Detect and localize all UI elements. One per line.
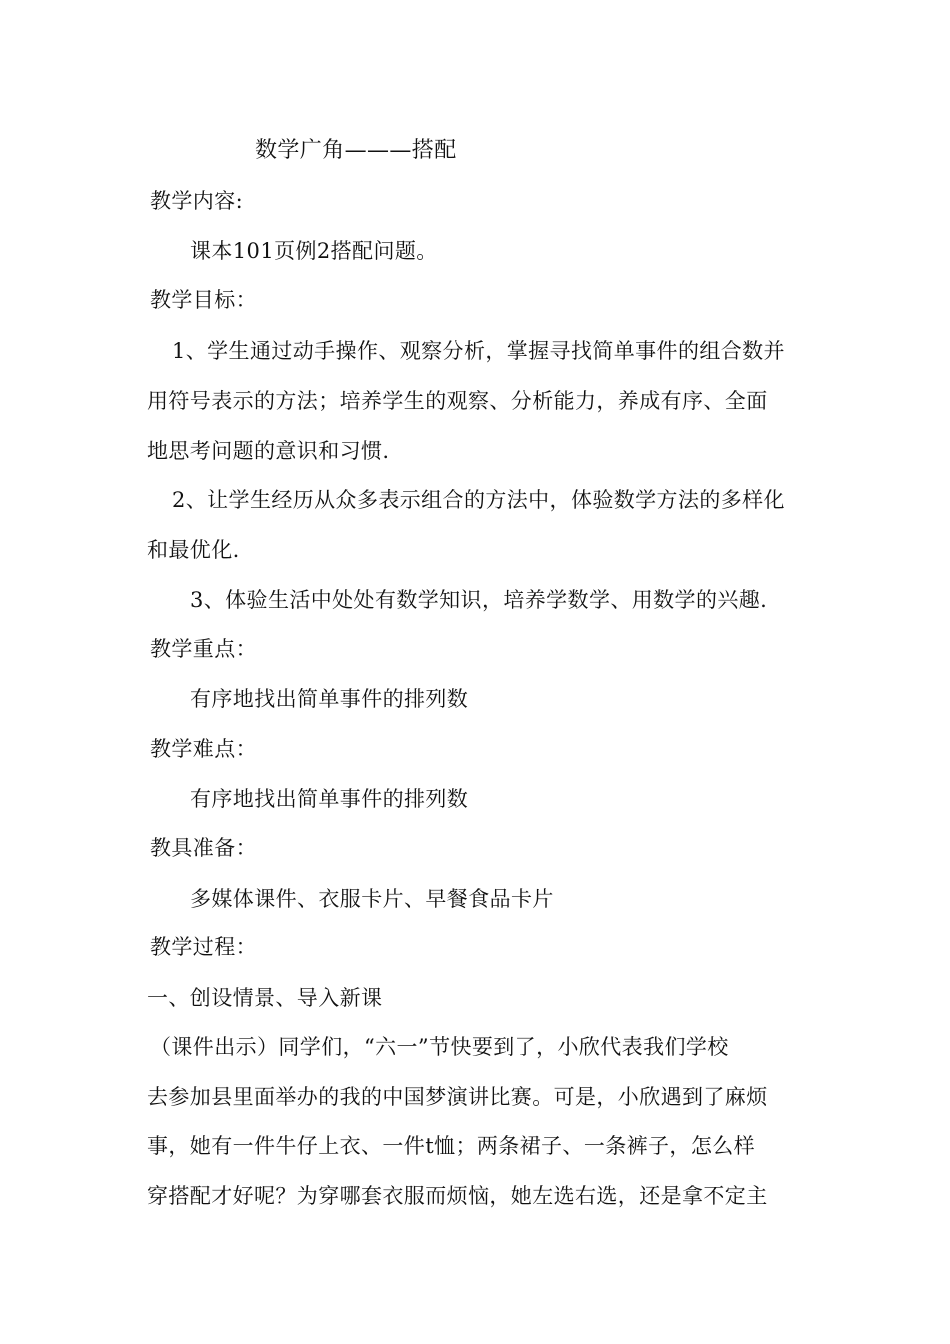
goal3-line: 3、体验生活中处处有数学知识，培养学数学、用数学的兴趣.	[190, 588, 768, 612]
tools-text: 多媒体课件、衣服卡片、早餐食品卡片	[190, 887, 554, 911]
story-line3: 事，她有一件牛仔上衣、一件t恤；两条裙子、一条裤子，怎么样	[147, 1134, 756, 1158]
document-title: 数学广角———搭配	[255, 138, 457, 163]
story-line4: 穿搭配才好呢？为穿哪套衣服而烦恼，她左选右选，还是拿不定主	[147, 1184, 768, 1208]
goal1-line3: 地思考问题的意识和习惯.	[147, 439, 390, 463]
goal1-line1: 1、学生通过动手操作、观察分析，掌握寻找简单事件的组合数并	[172, 339, 785, 363]
story-line2: 去参加县里面举办的我的中国梦演讲比赛。可是，小欣遇到了麻烦	[147, 1085, 768, 1109]
content-text: 课本101页例2搭配问题。	[190, 239, 438, 263]
section1-heading: 一、创设情景、导入新课	[147, 986, 383, 1010]
story-line1: （课件出示）同学们，“六一”节快要到了，小欣代表我们学校	[150, 1035, 729, 1059]
difficulty-text: 有序地找出简单事件的排列数	[190, 787, 469, 811]
goals-heading: 教学目标：	[150, 288, 257, 312]
key-text: 有序地找出简单事件的排列数	[190, 687, 469, 711]
goal1-line2: 用符号表示的方法；培养学生的观察、分析能力，养成有序、全面	[147, 389, 768, 413]
difficulty-heading: 教学难点：	[150, 737, 257, 761]
goal2-line1: 2、让学生经历从众多表示组合的方法中，体验数学方法的多样化	[172, 488, 785, 512]
process-heading: 教学过程：	[150, 935, 257, 959]
key-heading: 教学重点：	[150, 637, 257, 661]
content-heading: 教学内容:	[150, 189, 244, 213]
tools-heading: 教具准备：	[150, 836, 257, 860]
goal2-line2: 和最优化.	[147, 538, 240, 562]
